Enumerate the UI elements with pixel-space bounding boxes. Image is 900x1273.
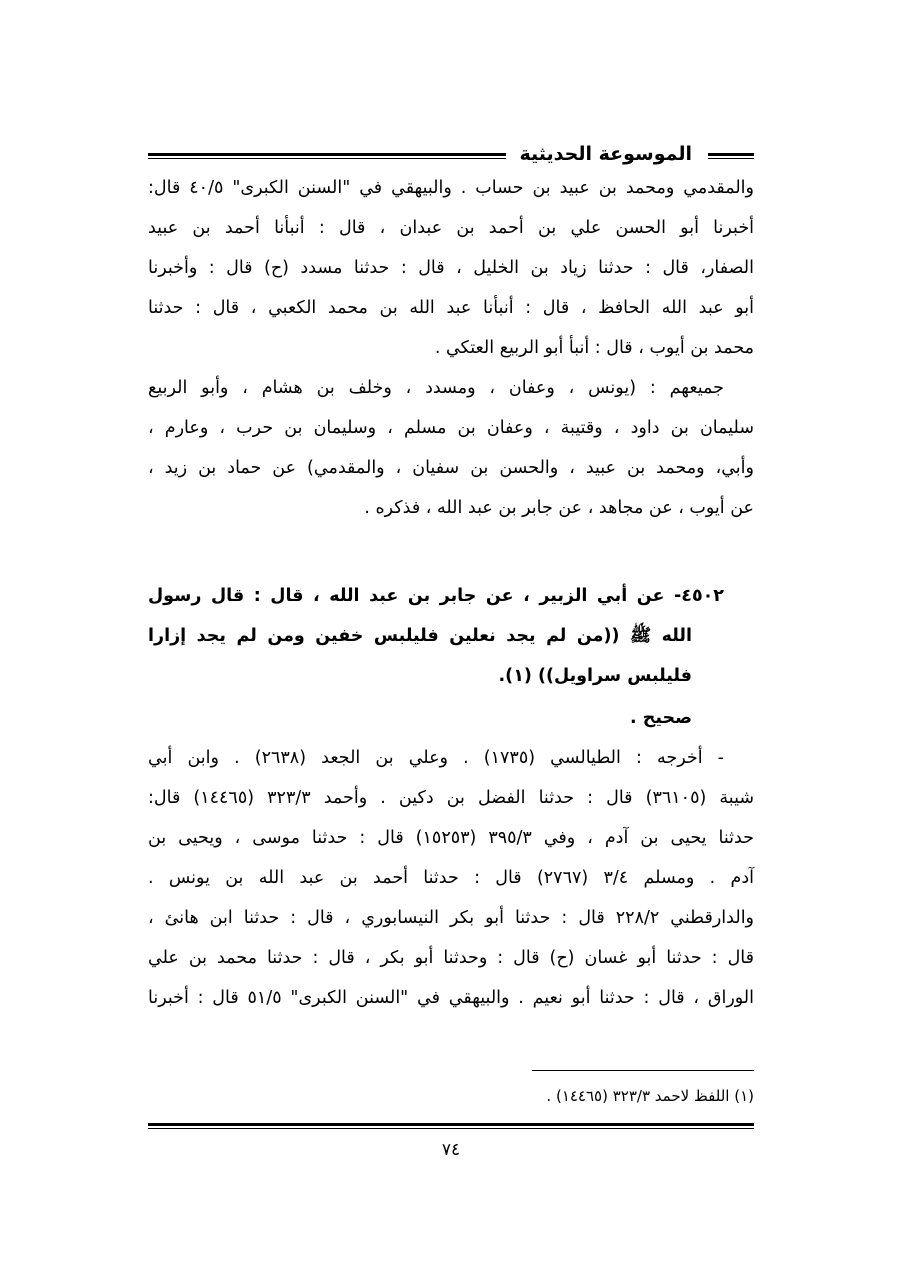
body-line: محمد بن أيوب ، قال : أنبأ أبو الربيع العتكي . [434,338,754,358]
body-line: - أخرجه : الطيالسي (١٧٣٥) . وعلي بن الجعد (٢٦٣٨) . وابن أبي [148,748,724,768]
body-line: والدارقطني ٢٢٨/٢ قال : حدثنا أبو بكر النيسابوري ، قال : حدثنا ابن هانئ ، [148,908,755,928]
hadith-line: فليلبس سراويل)) (١). [498,666,692,686]
grading-line: صحيح . [629,708,692,728]
body-line: قال : حدثنا أبو غسان (ح) قال : وحدثنا أبو بكر ، قال : حدثنا محمد بن علي [148,948,754,968]
body-line: الصفار، قال : حدثنا زياد بن الخليل ، قال : حدثنا مسدد (ح) قال : وأخبرنا [148,258,754,278]
hadith-line: ٤٥٠٢- عن أبي الزبير ، عن جابر بن عبد الله ، قال : قال رسول [148,586,724,606]
document-page [148,140,754,1180]
body-line: والمقدمي ومحمد بن عبيد بن حساب . والبيهقي في "السنن الكبرى" ٤٠/٥ قال: [148,178,754,198]
footnote-rule [532,1070,754,1071]
header-rule-right [708,153,754,159]
body-line: سليمان بن داود ، وقتيبة ، وعفان بن مسلم ، وسليمان بن حرب ، وعارم ، [148,418,754,438]
header-title: الموسوعة الحديثية [519,143,692,165]
body-line: حدثنا يحيى بن آدم ، وفي ٣٩٥/٣ (١٥٢٥٣) قال : حدثنا موسى ، ويحيى بن [148,828,754,848]
body-line: آدم . ومسلم ٣/٤ (٢٧٦٧) قال : حدثنا أحمد بن عبد الله بن يونس . [148,868,755,888]
footer-rule [148,1123,754,1129]
body-line: أبو عبد الله الحافظ ، قال : أنبأنا عبد الله بن محمد الكعبي ، قال : حدثنا [148,298,754,318]
body-line: أخبرنا أبو الحسن علي بن أحمد بن عبدان ، قال : أنبأنا أحمد بن عبيد [148,218,754,238]
header-rule-left [148,153,506,159]
body-line: وأبي، ومحمد بن عبيد ، والحسن بن سفيان ، والمقدمي) عن حماد بن زيد ، [148,458,754,478]
body-line: شيبة (٣٦١٠٥) قال : حدثنا الفضل بن دكين . وأحمد ٣٢٣/٣ (١٤٤٦٥) قال: [148,788,755,808]
page-number: ٧٤ [441,1140,461,1160]
body-line: عن أيوب ، عن مجاهد ، عن جابر بن عبد الله ، فذكره . [364,498,754,518]
footnote: (١) اللفظ لاحمد ٣٢٣/٣ (١٤٤٦٥) . [546,1087,754,1105]
body-line: الوراق ، قال : حدثنا أبو نعيم . والبيهقي في "السنن الكبرى" ٥١/٥ قال : أخبرنا [148,988,755,1008]
body-line: جميعهم : (يونس ، وعفان ، ومسدد ، وخلف بن هشام ، وأبو الربيع [148,378,724,398]
hadith-line: الله ﷺ ((من لم يجد نعلين فليلبس خفين ومن لم يجد إزارا [148,626,692,646]
